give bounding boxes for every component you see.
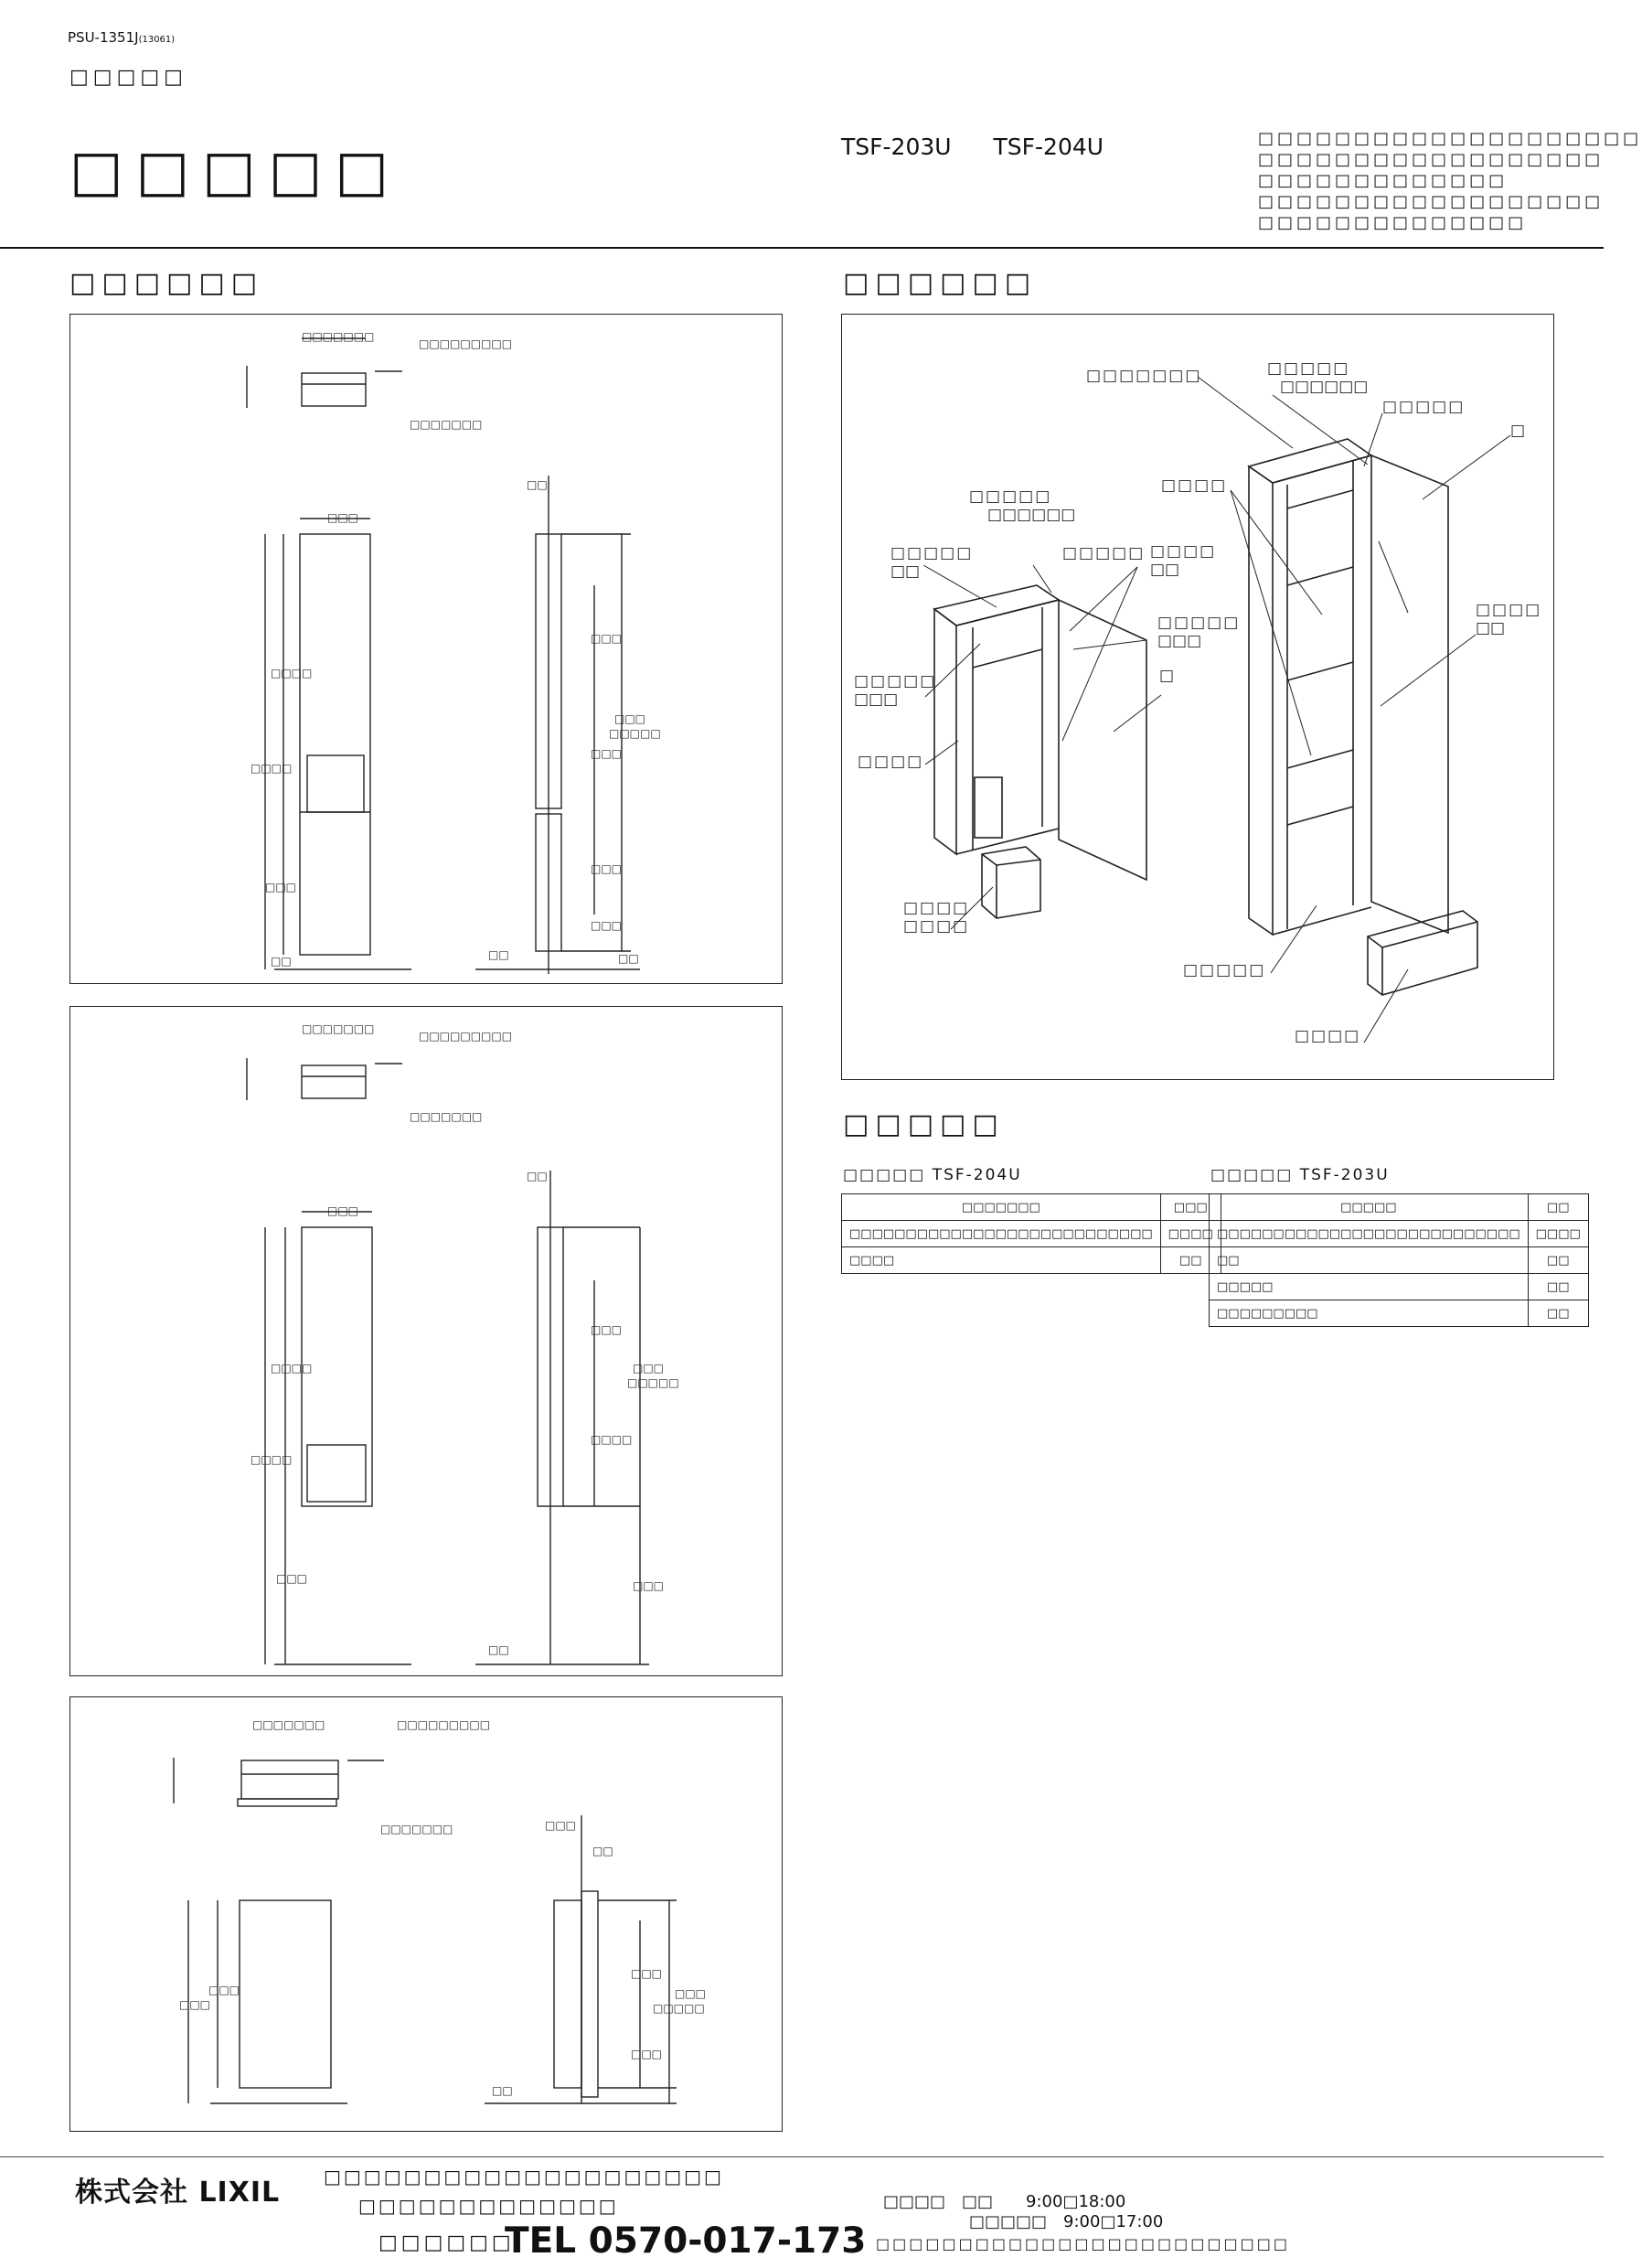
- parts-table-204: [841, 1193, 1221, 1274]
- model-numbers: TSF-203U TSF-204U: [841, 134, 1104, 160]
- part-label-tall-hinge-a: □□□□: [1476, 601, 1542, 619]
- dim-side-1c: □□□: [591, 862, 623, 875]
- part-label-small-c1: □□□□□: [1062, 544, 1146, 562]
- dim-depth-2: □□: [527, 1170, 548, 1182]
- part-label-small-d1: □□□□: [1150, 542, 1217, 561]
- dim-side-3a: □□□: [631, 1967, 663, 1980]
- parts-list-section-title: □□□□□: [843, 1108, 1005, 1140]
- dim-note-top-2: □□□□□□□□□: [419, 1030, 513, 1043]
- dim-height-total-2: □□□□: [251, 1453, 293, 1466]
- parts-table-203: [1209, 1193, 1589, 1327]
- part-label-small-e2: □□□: [1157, 632, 1202, 650]
- footer-divider: [0, 2156, 1604, 2157]
- part-label-tall-top2a: □□□□□: [1267, 359, 1350, 378]
- table-203-title: □□□□□ TSF-203U: [1210, 1166, 1390, 1184]
- dim-side-note-3: □□□□□□□: [380, 1823, 453, 1835]
- part-label-small-box1: □□□□: [903, 899, 970, 917]
- part-label-tall-box: □□□□: [1295, 1027, 1361, 1045]
- part-label-small-f: □: [1159, 667, 1175, 685]
- part-label-tall-top2b: □□□□□□: [1280, 378, 1369, 396]
- footer-line-2: □□□□□□□□□□□□□: [358, 2195, 619, 2217]
- dim-floor-right-1: □□: [618, 952, 639, 965]
- footer-line-1: □□□□□□□□□□□□□□□□□□□□: [324, 2166, 724, 2188]
- table-204-title: □□□□□ TSF-204U: [843, 1166, 1022, 1184]
- dim-height-part-3: □□□: [208, 1984, 240, 1996]
- doc-number: PSU-1351J(13061): [68, 29, 176, 46]
- header-note: □□□□□□□□□□□□□□□□□□□□ □□□□□□□□□□□□□□□□□□ □□□□□□□□□□□□□ □□□□□□□□□□□□□□□□□□ □□□□□□□□□□□□□□: [1258, 129, 1642, 232]
- part-label-small-g2: □□□: [854, 690, 899, 709]
- part-label-small-h: □□□□: [858, 753, 924, 771]
- table-row: □□□□ □□: [842, 1247, 1221, 1274]
- dim-floor-front-1: □□: [271, 955, 292, 968]
- dim-height-part-2: □□□□: [271, 1362, 313, 1375]
- dim-side-2a: □□□: [591, 1323, 623, 1336]
- part-label-tall-shelf: □□□□: [1161, 476, 1228, 495]
- part-label-small-d2: □□: [1150, 561, 1180, 579]
- dim-width-3: □□: [592, 1845, 613, 1857]
- dim-side-1d: □□□: [591, 919, 623, 932]
- footer-hours-2: □□□□□ 9:00□17:00: [969, 2212, 1164, 2231]
- company-name: 株式会社 LIXIL: [75, 2177, 281, 2209]
- table-row: □□□□□□□□□□□□□□□□□□□□□□□□□□□ □□□□: [842, 1221, 1221, 1247]
- dim-width-2: □□□: [327, 1204, 359, 1217]
- table-row: □□□□□□□□□□□□□□□□□□□□□□□□□□□ □□□□: [1210, 1221, 1589, 1247]
- tel-note: □□□□□□□□□□□□□□□□□□□□□□□□□: [876, 2235, 1290, 2252]
- table-header: □□□□□□□: [842, 1194, 1161, 1221]
- part-label-small-b2: □□: [890, 562, 921, 581]
- parts-section-title: □□□□□□: [843, 267, 1038, 299]
- table-row: □□□□□□□□□ □□: [1210, 1300, 1589, 1327]
- dim-range-sub-1: □□□□□: [609, 727, 661, 740]
- dim-side-note-1: □□□□□□□: [410, 418, 483, 431]
- dim-height-part-1: □□□□: [271, 667, 313, 679]
- dim-side-2b: □□□□: [591, 1433, 633, 1446]
- dim-small-1: □□□: [265, 881, 297, 893]
- table-header: □□: [1528, 1194, 1588, 1221]
- part-label-tall-hinge-b: □□: [1476, 619, 1506, 637]
- dim-depth-1: □□: [527, 478, 548, 491]
- dim-range-1: □□□: [614, 712, 646, 725]
- part-label-small-a2: □□□□□□: [987, 506, 1076, 524]
- dim-width-1: □□□: [327, 511, 359, 524]
- dim-side-1b: □□□: [591, 747, 623, 760]
- dim-side-note-2: □□□□□□□: [410, 1110, 483, 1123]
- dim-height-total-1: □□□□: [251, 762, 293, 775]
- dim-floor-1: □□: [488, 948, 509, 961]
- table-row: □□ □□: [1210, 1247, 1589, 1274]
- part-label-tall-right1: □□□□□: [1382, 398, 1466, 416]
- part-label-small-b1: □□□□□: [890, 544, 974, 562]
- table-row: □□□□□ □□: [1210, 1274, 1589, 1300]
- dim-small-2: □□□: [276, 1572, 308, 1585]
- part-label-small-box2: □□□□: [903, 917, 970, 936]
- doc-subtitle: □□□□□: [69, 66, 187, 89]
- dim-range-3: □□□: [675, 1987, 707, 2000]
- part-label-tall-top: □□□□□□□: [1086, 367, 1202, 385]
- part-label-small-a1: □□□□□: [969, 487, 1052, 506]
- dim-range-2: □□□: [633, 1362, 665, 1375]
- table-header: □□□□□: [1210, 1194, 1529, 1221]
- doc-revision: (13061): [138, 35, 176, 45]
- dim-range-sub-2: □□□□□: [627, 1376, 679, 1389]
- part-label-tall-base: □□□□□: [1183, 961, 1266, 979]
- dim-side-2c: □□□: [633, 1579, 665, 1592]
- dim-depth-3: □□□: [545, 1819, 577, 1832]
- dim-floor-2: □□: [488, 1643, 509, 1656]
- dim-label-top-2: □□□□□□□: [302, 1022, 375, 1035]
- dim-floor-3: □□: [492, 2084, 513, 2097]
- dim-height-total-3: □□□: [179, 1998, 211, 2011]
- dim-side-3b: □□□: [631, 2048, 663, 2060]
- parts-diagram-frame: [841, 314, 1554, 1080]
- dim-label-top-3: □□□□□□□: [252, 1718, 325, 1731]
- phone-number: TEL 0570-017-173: [505, 2220, 867, 2262]
- dim-note-top-1: □□□□□□□□□: [419, 337, 513, 350]
- dim-side-1a: □□□: [591, 632, 623, 645]
- dim-label-top-1: □□□□□□□: [302, 330, 375, 343]
- part-label-small-e1: □□□□□: [1157, 614, 1241, 632]
- part-label-tall-right2: □: [1510, 422, 1526, 440]
- dimensions-section-title: □□□□□□: [69, 267, 264, 299]
- dim-note-top-3: □□□□□□□□□: [397, 1718, 491, 1731]
- dim-range-sub-3: □□□□□: [653, 2002, 705, 2015]
- tel-label: □□□□□□: [379, 2231, 515, 2254]
- page-title: □□□□□: [69, 137, 401, 204]
- table-header: □□□: [1160, 1194, 1221, 1221]
- part-label-small-g1: □□□□□: [854, 672, 937, 690]
- footer-hours-1: □□□□ □□ 9:00□18:00: [883, 2192, 1126, 2211]
